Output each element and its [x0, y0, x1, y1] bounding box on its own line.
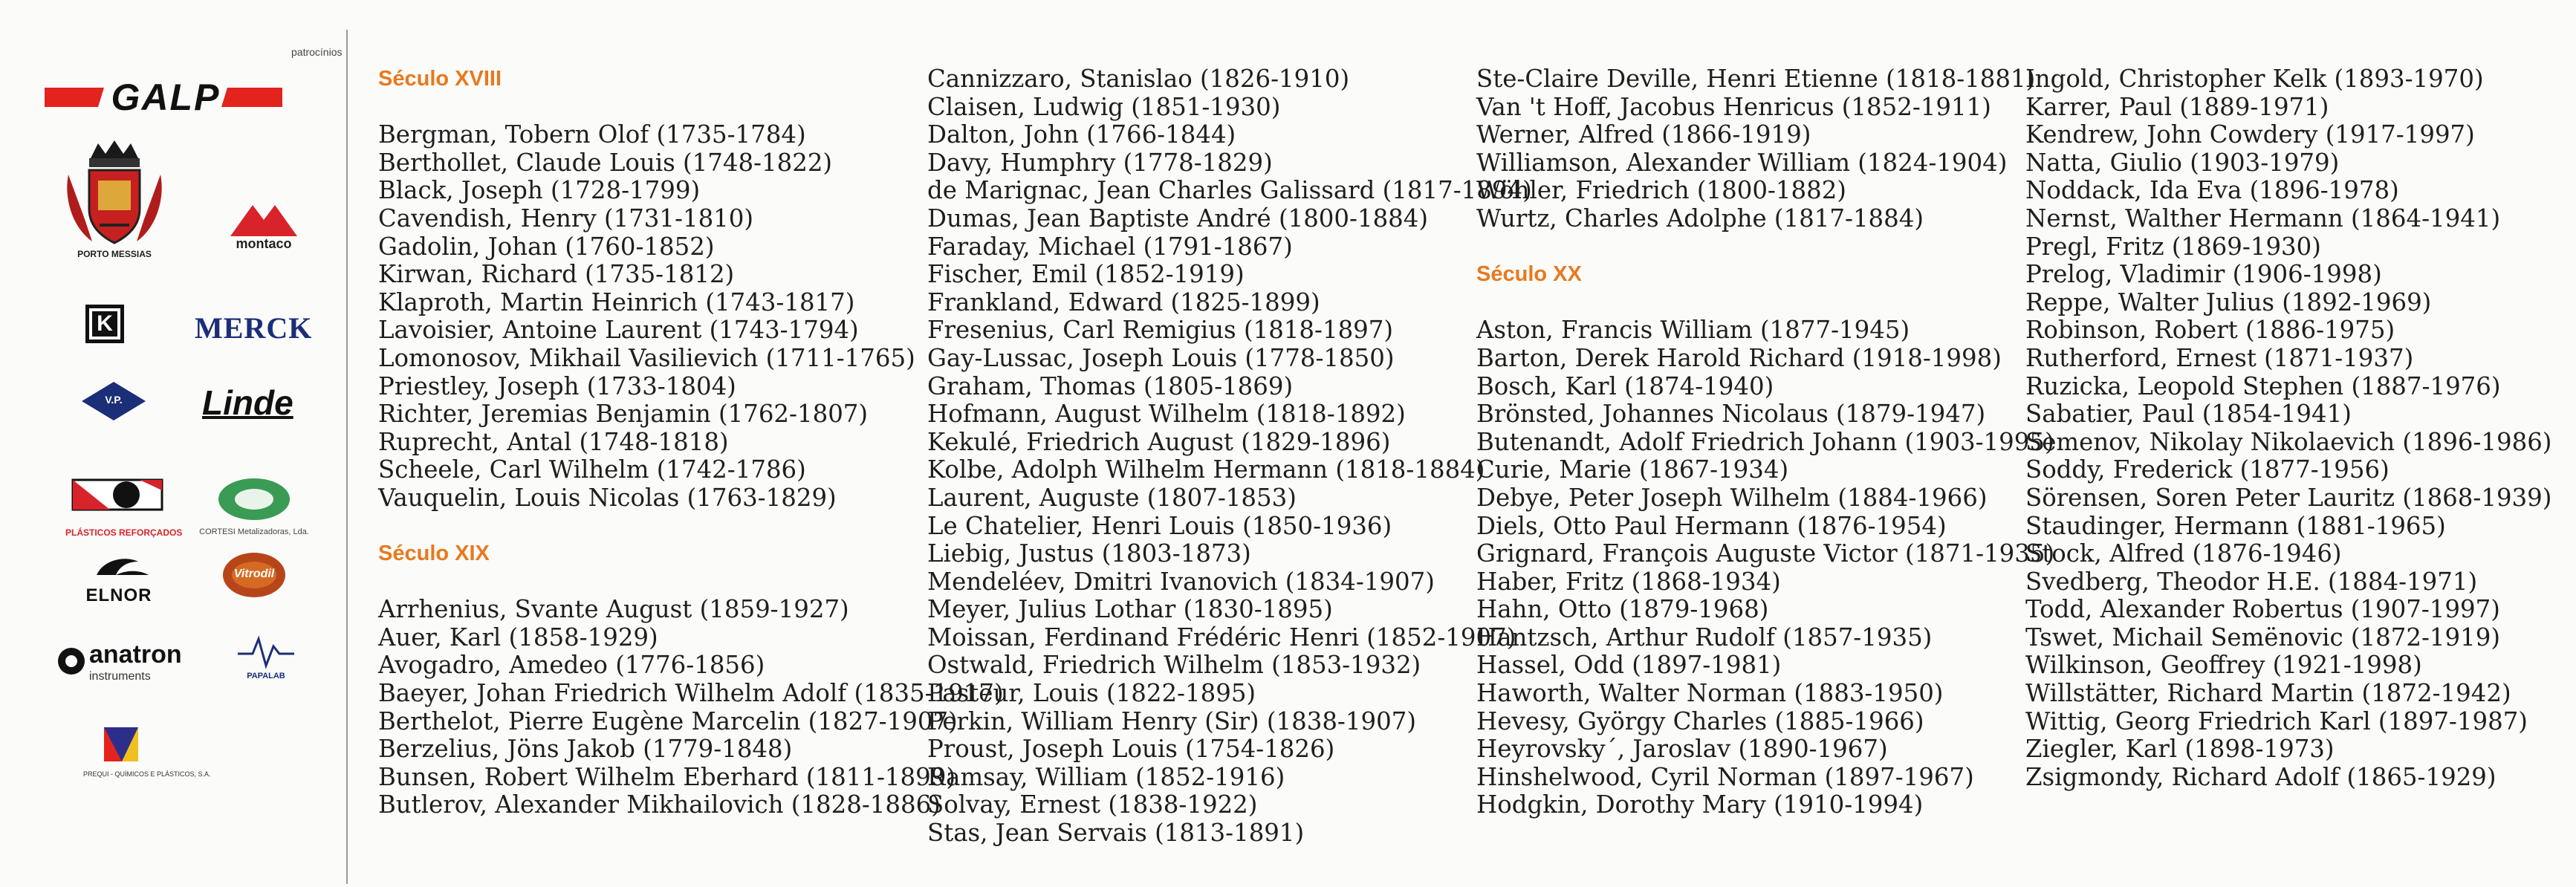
merck-logo: MERCK: [195, 311, 313, 345]
chemist-entry: Debye, Peter Joseph Wilhelm (1884-1966): [1476, 483, 1988, 512]
chemist-entry: Dalton, John (1766-1844): [927, 120, 1236, 149]
chemist-entry: Sörensen, Soren Peter Lauritz (1868-1939): [2025, 483, 2552, 512]
elnor-wordmark: ELNOR: [85, 585, 152, 605]
chemist-entry: Bergman, Tobern Olof (1735-1784): [378, 120, 806, 149]
chemist-entry: Claisen, Ludwig (1851-1930): [927, 92, 1281, 121]
chemist-entry: Haber, Fritz (1868-1934): [1476, 567, 1781, 596]
prequi-logo: [83, 724, 232, 784]
chemist-entry: Haworth, Walter Norman (1883-1950): [1476, 679, 1944, 708]
linde-logo: Linde: [202, 383, 293, 422]
chemist-entry: Todd, Alexander Robertus (1907-1997): [2025, 595, 2500, 624]
chemist-entry: Hahn, Otto (1879-1968): [1476, 595, 1769, 624]
chemist-entry: Meyer, Julius Lothar (1830-1895): [927, 595, 1333, 624]
chemist-entry: Williamson, Alexander William (1824-1904): [1476, 148, 2008, 177]
chemist-entry: Faraday, Michael (1791-1867): [927, 232, 1293, 261]
chemist-entry: Pregl, Fritz (1869-1930): [2025, 232, 2321, 261]
chemist-entry: Klaproth, Martin Heinrich (1743-1817): [378, 287, 855, 316]
column-2: [927, 65, 1532, 848]
chemist-entry: Ziegler, Karl (1898-1973): [2025, 735, 2335, 764]
anatron-subtitle: instruments: [89, 670, 151, 683]
heading-spacer: [378, 94, 1004, 122]
chemist-entry: Curie, Marie (1867-1934): [1476, 455, 1789, 484]
montaco-mountain-icon: [223, 201, 305, 238]
chemist-entry: Robinson, Robert (1886-1975): [2025, 316, 2395, 345]
anatron-wordmark: anatron: [89, 640, 182, 669]
k-logo: [85, 305, 124, 343]
chemist-entry: Dumas, Jean Baptiste André (1800-1884): [927, 204, 1429, 233]
chemist-entry: Gay-Lussac, Joseph Louis (1778-1850): [927, 343, 1395, 372]
section-spacer: [1476, 233, 2054, 261]
chemist-entry: Hantzsch, Arthur Rudolf (1857-1935): [1476, 623, 1933, 652]
plasticos-caption: PLÁSTICOS REFORÇADOS: [65, 527, 183, 538]
chemist-entry: Hofmann, August Wilhelm (1818-1892): [927, 400, 1406, 429]
chemist-entry: Wurtz, Charles Adolphe (1817-1884): [1476, 204, 1924, 233]
chemist-entry: Diels, Otto Paul Hermann (1876-1954): [1476, 511, 1947, 540]
vp-logo: [80, 380, 147, 422]
chemist-entry: Cavendish, Henry (1731-1810): [378, 204, 754, 233]
chemist-entry: Wittig, Georg Friedrich Karl (1897-1987): [2025, 706, 2528, 735]
papalab-caption: PAPALAB: [247, 672, 285, 680]
chemist-entry: Grignard, François Auguste Victor (1871-1935): [1476, 539, 2055, 568]
column-4: [2025, 65, 2551, 791]
anatron-logo: [56, 640, 205, 694]
vp-letters: V.P.: [105, 394, 123, 406]
chemist-entry: Karrer, Paul (1889-1971): [2025, 92, 2329, 121]
chemist-entry: Mendeléev, Dmitri Ivanovich (1834-1907): [927, 567, 1435, 596]
chemist-entry: Ramsay, William (1852-1916): [927, 762, 1285, 791]
chemist-entry: Ste-Claire Deville, Henri Etienne (1818-1881): [1476, 65, 2036, 93]
chemist-entry: Butenandt, Adolf Friedrich Johann (1903-1995): [1476, 427, 2054, 456]
chemist-entry: Priestley, Joseph (1733-1804): [378, 371, 736, 400]
chemist-entry: Gadolin, Johan (1760-1852): [378, 232, 715, 261]
chemist-entry: Fresenius, Carl Remigius (1818-1897): [927, 316, 1394, 345]
century-heading: Século XVIII: [378, 67, 502, 91]
chemist-entry: Vauquelin, Louis Nicolas (1763-1829): [378, 483, 837, 512]
plasticos-logo: [65, 475, 183, 546]
chemist-entry: Bosch, Karl (1874-1940): [1476, 371, 1774, 400]
chemist-entry: de Marignac, Jean Charles Galissard (1817-1894): [927, 176, 1532, 205]
chemist-entry: Ostwald, Friedrich Wilhelm (1853-1932): [927, 651, 1421, 680]
prequi-caption: PREQUI - QUÍMICOS E PLÁSTICOS, S.A.: [83, 770, 211, 778]
chemist-entry: Noddack, Ida Eva (1896-1978): [2025, 176, 2399, 205]
chemist-entry: Kirwan, Richard (1735-1812): [378, 260, 735, 289]
vitrodil-logo: [217, 550, 291, 609]
chemist-entry: Berthollet, Claude Louis (1748-1822): [378, 148, 833, 177]
prequi-emblem: [100, 724, 144, 766]
chemist-entry: Arrhenius, Svante August (1859-1927): [378, 595, 849, 624]
chemist-entry: Soddy, Frederick (1877-1956): [2025, 455, 2390, 484]
chemist-entry: Perkin, William Henry (Sir) (1838-1907): [927, 706, 1416, 735]
chemist-entry: Kekulé, Friedrich August (1829-1896): [927, 427, 1391, 456]
sponsors-panel: [0, 0, 349, 887]
montaco-logo: [223, 201, 305, 267]
chemist-entry: Hinshelwood, Cyril Norman (1897-1967): [1476, 762, 1974, 791]
chemist-entry: Berthelot, Pierre Eugène Marcelin (1827-1907): [378, 706, 958, 735]
chemist-entry: Proust, Joseph Louis (1754-1826): [927, 735, 1335, 764]
chemist-entry: Ruprecht, Antal (1748-1818): [378, 427, 729, 456]
chemist-entry: Lomonosov, Mikhail Vasilievich (1711-1765): [378, 343, 915, 372]
chemist-entry: Svedberg, Theodor H.E. (1884-1971): [2025, 567, 2478, 596]
chemist-entry: Hevesy, György Charles (1885-1966): [1476, 706, 1924, 735]
chemist-entry: Le Chatelier, Henri Louis (1850-1936): [927, 511, 1392, 540]
chemist-entry: Kolbe, Adolph Wilhelm Hermann (1818-1884): [927, 455, 1485, 484]
chemist-entry: Davy, Humphry (1778-1829): [927, 148, 1273, 177]
chemist-entry: Wöhler, Friedrich (1800-1882): [1476, 176, 1846, 205]
chemist-entry: Sabatier, Paul (1854-1941): [2025, 400, 2352, 429]
chemist-entry: Richter, Jeremias Benjamin (1762-1807): [378, 400, 869, 429]
chemist-entry: Brönsted, Johannes Nicolaus (1879-1947): [1476, 400, 1986, 429]
chemist-entry: Tswet, Michail Semënovic (1872-1919): [2025, 623, 2501, 652]
chemist-entry: Nernst, Walther Hermann (1864-1941): [2025, 204, 2501, 233]
chemist-entry: Ingold, Christopher Kelk (1893-1970): [2025, 65, 2484, 93]
chemist-entry: Auer, Karl (1858-1929): [378, 623, 658, 652]
chemist-entry: Stas, Jean Servais (1813-1891): [927, 819, 1305, 848]
plasticos-emblem: [65, 475, 169, 527]
chemist-entry: Butlerov, Alexander Mikhailovich (1828-1886): [378, 790, 941, 819]
chemist-entry: Avogadro, Amedeo (1776-1856): [378, 651, 765, 680]
chemist-entry: Black, Joseph (1728-1799): [378, 176, 701, 205]
chemist-entry: Staudinger, Hermann (1881-1965): [2025, 511, 2446, 540]
porto-messias-logo: [62, 137, 166, 267]
chemist-entry: Aston, Francis William (1877-1945): [1476, 316, 1910, 345]
elnor-bird-icon: [74, 553, 163, 587]
cotesi-logo: [195, 475, 314, 546]
chemist-entry: Hassel, Odd (1897-1981): [1476, 651, 1782, 680]
anatron-icon: [56, 646, 86, 676]
chemist-entry: Barton, Derek Harold Richard (1918-1998): [1476, 343, 2002, 372]
vertical-divider: [346, 30, 348, 884]
chemist-entry: Cannizzaro, Stanislao (1826-1910): [927, 65, 1350, 93]
chemist-entry: Stock, Alfred (1876-1946): [2025, 539, 2342, 568]
chemist-entry: Heyrovsky´, Jaroslav (1890-1967): [1476, 735, 1888, 764]
chemist-entry: Van 't Hoff, Jacobus Henricus (1852-1911): [1476, 92, 1991, 121]
k-letter: K: [92, 311, 117, 337]
papalab-pulse-icon: [236, 633, 296, 670]
papalab-logo: [236, 633, 296, 700]
chemist-entry: Laurent, Auguste (1807-1853): [927, 483, 1297, 512]
chemist-entry: Berzelius, Jöns Jakob (1779-1848): [378, 735, 793, 764]
chemist-entry: Wilkinson, Geoffrey (1921-1998): [2025, 651, 2422, 680]
galp-wordmark: GALP: [111, 77, 221, 118]
chemist-entry: Graham, Thomas (1805-1869): [927, 371, 1294, 400]
heading-spacer: [378, 568, 1004, 597]
sponsors-label: patrocínios: [291, 46, 343, 58]
chemist-entry: Ruzicka, Leopold Stephen (1887-1976): [2025, 371, 2501, 400]
montaco-wordmark: montaco: [236, 236, 292, 251]
coat-of-arms-icon: [62, 137, 166, 249]
chemist-entry: Pasteur, Louis (1822-1895): [927, 679, 1256, 708]
chemist-entry: Kendrew, John Cowdery (1917-1997): [2025, 120, 2475, 149]
porto-messias-caption: PORTO MESSIAS: [77, 249, 152, 259]
chemist-entry: Baeyer, Johan Friedrich Wilhelm Adolf (1835-1917): [378, 679, 1004, 708]
chemist-entry: Reppe, Walter Julius (1892-1969): [2025, 287, 2432, 316]
chemist-entry: Solvay, Ernest (1838-1922): [927, 790, 1258, 819]
column-3: [1476, 65, 2054, 819]
column-1: [378, 65, 1004, 819]
section-spacer: [378, 513, 1004, 541]
century-heading: Século XX: [1476, 262, 1582, 287]
chemist-entry: Prelog, Vladimir (1906-1998): [2025, 260, 2382, 289]
chemist-entry: Zsigmondy, Richard Adolf (1865-1929): [2025, 762, 2496, 791]
elnor-logo: [74, 553, 163, 608]
century-heading: Século XIX: [378, 542, 490, 566]
chemist-entry: Willstätter, Richard Martin (1872-1942): [2025, 679, 2511, 708]
chemist-entry: Liebig, Justus (1803-1873): [927, 539, 1251, 568]
chemist-entry: Hodgkin, Dorothy Mary (1910-1994): [1476, 790, 1924, 819]
chemist-entry: Scheele, Carl Wilhelm (1742-1786): [378, 455, 806, 484]
cotesi-emblem: [195, 475, 314, 527]
chemist-entry: Rutherford, Ernest (1871-1937): [2025, 343, 2414, 372]
chemist-entry: Moissan, Ferdinand Frédéric Henri (1852-1907): [927, 623, 1516, 652]
cotesi-caption: CORTESI Metalizadoras, Lda.: [199, 527, 309, 536]
chemist-entry: Bunsen, Robert Wilhelm Eberhard (1811-1899): [378, 762, 956, 791]
chemist-entry: Semenov, Nikolay Nikolaevich (1896-1986): [2025, 427, 2552, 456]
chemist-entry: Fischer, Emil (1852-1919): [927, 260, 1245, 289]
galp-logo: [45, 74, 282, 119]
chemist-entry: Werner, Alfred (1866-1919): [1476, 120, 1811, 149]
chemist-entry: Frankland, Edward (1825-1899): [927, 287, 1320, 316]
vitrodil-wordmark: Vitrodil: [233, 568, 275, 580]
chemist-entry: Natta, Giulio (1903-1979): [2025, 148, 2340, 177]
heading-spacer: [1476, 289, 2054, 317]
chemist-entry: Lavoisier, Antoine Laurent (1743-1794): [378, 316, 859, 345]
